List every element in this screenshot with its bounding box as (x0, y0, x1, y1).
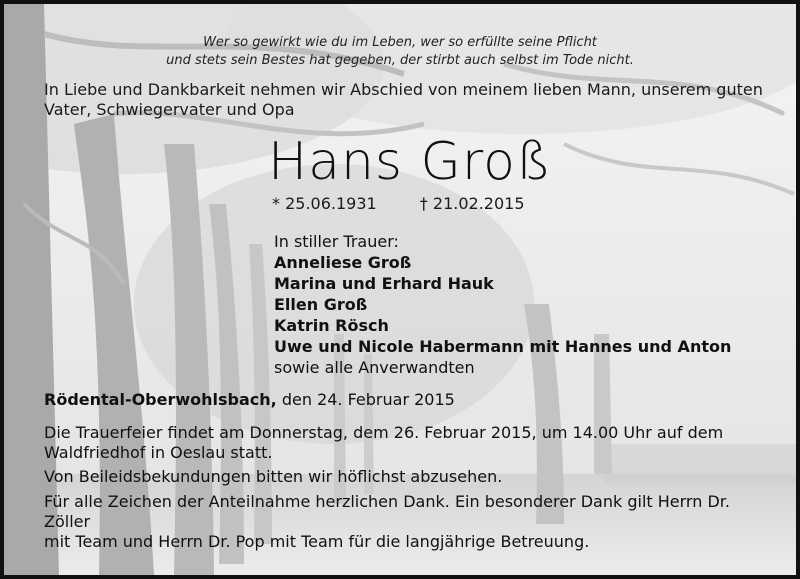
farewell-intro-line: In Liebe und Dankbarkeit nehmen wir Abschied von meinem lieben Mann, unserem guten (44, 80, 763, 99)
condolence-note: Von Beileidsbekundungen bitten wir höflichst abzusehen. (44, 467, 503, 486)
relatives-note: sowie alle Anverwandten (274, 358, 475, 377)
place-and-date (44, 390, 455, 410)
memorial-verse (4, 34, 796, 70)
memorial-verse-line: und stets sein Bestes hat gegeben, der stirbt auch selbst im Tode nicht. (166, 53, 634, 68)
mourner-name: Marina und Erhard Hauk (274, 274, 494, 293)
deceased-name: Hans Groß (268, 132, 553, 192)
farewell-intro (44, 80, 764, 120)
place-name: Rödental-Oberwohlsbach, (44, 390, 277, 409)
mourners-label: In stiller Trauer: (274, 232, 399, 251)
mourner-name: Katrin Rösch (274, 316, 389, 335)
notice-content (4, 4, 796, 575)
thanks-note (44, 492, 759, 552)
funeral-info-line: Die Trauerfeier findet am Donnerstag, dem 26. Februar 2015, um 14.00 Uhr auf dem (44, 423, 724, 442)
farewell-intro-line: Vater, Schwiegervater und Opa (44, 100, 295, 119)
mourners-list (274, 231, 731, 378)
memorial-verse-line: Wer so gewirkt wie du im Leben, wer so erfüllte seine Pflicht (203, 35, 597, 50)
thanks-note-line: Für alle Zeichen der Anteilnahme herzlichen Dank. Ein besonderer Dank gilt Herrn Dr. Zöller (44, 492, 730, 531)
mourner-name: Uwe und Nicole Habermann mit Hannes und Anton (274, 337, 732, 356)
notice-date: den 24. Februar 2015 (276, 390, 455, 409)
thanks-note-line: mit Team und Herrn Dr. Pop mit Team für die langjährige Betreuung. (44, 532, 590, 551)
life-dates (272, 194, 525, 214)
mourner-name: Ellen Groß (274, 295, 368, 314)
funeral-info (44, 423, 744, 463)
birth-date: * 25.06.1931 (272, 194, 377, 213)
funeral-info-line: Waldfriedhof in Oeslau statt. (44, 443, 273, 462)
mourner-name: Anneliese Groß (274, 253, 412, 272)
death-date: † 21.02.2015 (419, 194, 525, 213)
